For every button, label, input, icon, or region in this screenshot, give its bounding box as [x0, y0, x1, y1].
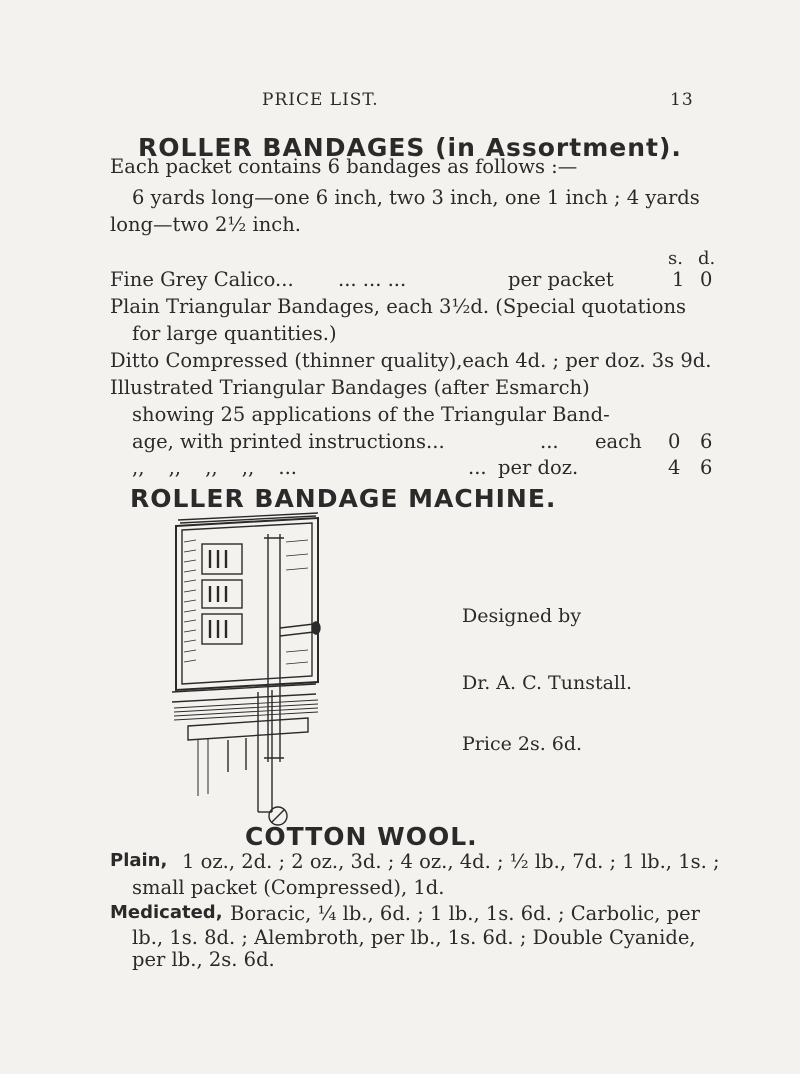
- calico-price-s: 1: [672, 268, 685, 291]
- section-heading-roller-bandages: ROLLER BANDAGES (in Assortment).: [138, 133, 682, 162]
- calico-unit: per packet: [508, 268, 614, 291]
- calico-label: Fine Grey Calico...: [110, 268, 294, 291]
- medicated-line-1: Boracic, ¼ lb., 6d. ; 1 lb., 1s. 6d. ; Carbolic, per: [230, 902, 700, 925]
- description-line-1: 6 yards long—one 6 inch, two 3 inch, one 1 inch ; 4 yards: [132, 186, 700, 209]
- ditto-price-s: 4: [668, 456, 681, 479]
- page-number: 13: [670, 90, 694, 110]
- plain-line-2: small packet (Compressed), 1d.: [132, 876, 445, 899]
- illustrated-price-s: 0: [668, 430, 681, 453]
- machine-price: Price 2s. 6d.: [462, 733, 583, 755]
- ditto-leader: ...: [468, 456, 487, 479]
- running-header: PRICE LIST.: [262, 90, 379, 110]
- roller-bandage-machine-illustration: [168, 512, 324, 830]
- calico-price-d: 0: [700, 268, 713, 291]
- designer-name: Dr. A. C. Tunstall.: [462, 672, 633, 694]
- medicated-line-2: lb., 1s. 8d. ; Alembroth, per lb., 1s. 6d. ; Double Cyanide,: [132, 926, 696, 949]
- plain-line-1: 1 oz., 2d. ; 2 oz., 3d. ; 4 oz., 4d. ; ½ lb., 7d. ; 1 lb., 1s. ;: [182, 850, 720, 873]
- illustrated-leader: ...: [540, 430, 559, 453]
- illustrated-price-d: 6: [700, 430, 713, 453]
- plain-label: Plain,: [110, 850, 168, 871]
- section-heading-machine: ROLLER BANDAGE MACHINE.: [130, 484, 557, 513]
- compressed-line: Ditto Compressed (thinner quality),each 4d. ; per doz. 3s 9d.: [110, 349, 712, 372]
- triangular-line-2: for large quantities.): [132, 322, 337, 345]
- medicated-line-3: per lb., 2s. 6d.: [132, 948, 275, 971]
- shillings-column-header: s.: [668, 248, 683, 269]
- illustrated-line-3: age, with printed instructions...: [132, 430, 445, 453]
- illustrated-line-2: showing 25 applications of the Triangular Band-: [132, 403, 610, 426]
- illustrated-line-1: Illustrated Triangular Bandages (after Esmarch): [110, 376, 590, 399]
- medicated-label: Medicated,: [110, 902, 223, 923]
- ditto-marks: ,, ,, ,, ,, ...: [132, 456, 297, 479]
- ditto-price-d: 6: [700, 456, 713, 479]
- illustrated-unit: each: [595, 430, 642, 453]
- pence-column-header: d.: [698, 248, 716, 269]
- description-line-2: long—two 2½ inch.: [110, 213, 301, 236]
- ditto-unit: per doz.: [498, 456, 579, 479]
- section-heading-cotton-wool: COTTON WOOL.: [245, 822, 478, 851]
- intro-text: Each packet contains 6 bandages as follows :—: [110, 155, 578, 178]
- designed-by-text: Designed by: [462, 605, 582, 627]
- calico-leader: ... ... ...: [338, 268, 407, 291]
- triangular-line-1: Plain Triangular Bandages, each 3½d. (Special quotations: [110, 295, 687, 318]
